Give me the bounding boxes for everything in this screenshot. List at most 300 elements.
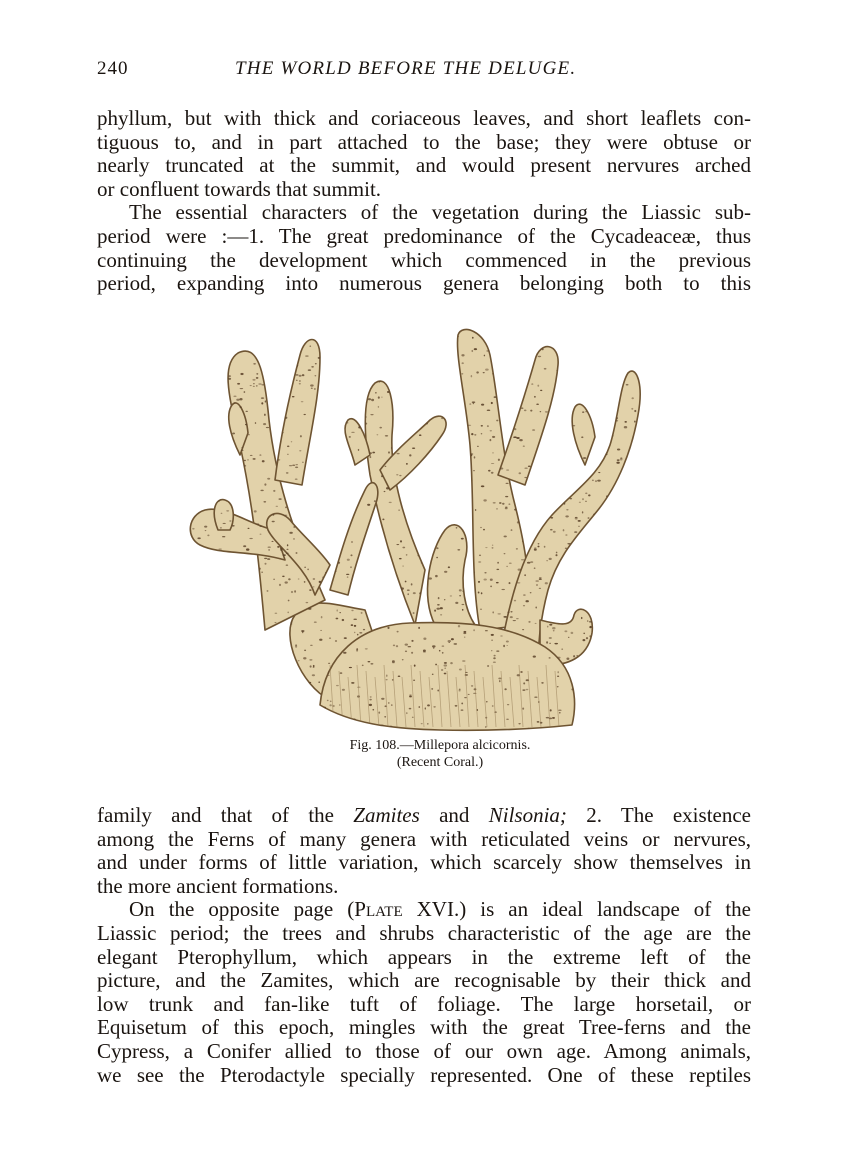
speckle [187, 599, 188, 601]
speckle [519, 439, 523, 441]
speckle [324, 348, 327, 349]
speckle [241, 621, 244, 623]
speckle [459, 514, 460, 516]
speckle [300, 435, 302, 437]
speckle [232, 609, 234, 611]
speckle [407, 593, 408, 595]
speckle [218, 549, 221, 550]
speckle [227, 330, 229, 332]
speckle [565, 398, 567, 400]
speckle [595, 610, 599, 612]
speckle [419, 434, 422, 436]
speckle [637, 685, 639, 687]
speckle [461, 373, 463, 375]
speckle [238, 695, 240, 696]
speckle [433, 647, 435, 649]
speckle [492, 547, 494, 548]
speckle [560, 415, 563, 416]
speckle [314, 469, 316, 470]
speckle [555, 554, 557, 556]
speckle [565, 356, 568, 357]
speckle [616, 725, 619, 726]
speckle [537, 385, 539, 387]
text-line: the more ancient formations. [97, 874, 339, 898]
speckle [478, 592, 480, 594]
speckle [275, 613, 278, 614]
speckle [441, 417, 443, 419]
speckle [342, 467, 344, 469]
speckle [318, 681, 320, 683]
speckle [221, 732, 224, 734]
speckle [303, 414, 305, 415]
speckle [197, 537, 200, 539]
speckle [392, 332, 395, 334]
speckle [247, 698, 249, 700]
speckle [417, 339, 419, 340]
speckle [400, 382, 402, 384]
speckle [639, 614, 642, 616]
speckle [549, 657, 551, 659]
speckle [508, 405, 511, 407]
speckle [433, 706, 436, 707]
speckle [567, 336, 569, 338]
speckle [392, 584, 395, 586]
speckle [448, 566, 450, 568]
speckle [296, 689, 299, 691]
speckle [382, 542, 384, 544]
speckle [424, 375, 427, 377]
speckle [450, 662, 453, 664]
speckle [605, 509, 608, 511]
speckle [291, 441, 293, 442]
speckle [470, 561, 472, 563]
speckle [237, 477, 240, 479]
speckle [341, 405, 343, 407]
speckle [496, 508, 498, 509]
speckle [357, 366, 360, 368]
speckle [256, 524, 259, 525]
speckle [227, 490, 229, 492]
speckle [196, 403, 199, 404]
speckle [566, 509, 568, 510]
speckle [443, 388, 445, 389]
speckle [293, 365, 295, 367]
speckle [397, 453, 400, 454]
speckle [486, 701, 488, 702]
speckle [516, 548, 518, 549]
speckle [299, 380, 301, 381]
speckle [579, 502, 581, 503]
speckle [358, 418, 361, 419]
speckle [534, 549, 537, 551]
text-line: phyllum, but with thick and coriaceous leaves, and short leaflets con- [97, 107, 751, 130]
speckle [629, 552, 631, 554]
speckle [335, 640, 337, 642]
speckle [537, 731, 539, 732]
speckle [302, 374, 305, 376]
speckle [336, 367, 339, 368]
speckle [455, 375, 458, 377]
speckle [205, 422, 209, 424]
speckle [566, 418, 569, 420]
speckle [588, 494, 591, 496]
speckle [277, 546, 280, 548]
speckle [525, 535, 529, 536]
speckle [389, 570, 392, 571]
speckle [180, 453, 182, 455]
speckle [636, 499, 640, 501]
speckle [418, 627, 420, 629]
speckle [261, 724, 264, 726]
speckle [496, 569, 499, 570]
speckle [286, 552, 289, 554]
speckle [471, 350, 473, 352]
speckle [370, 663, 373, 665]
speckle [426, 333, 429, 335]
speckle [508, 431, 511, 433]
speckle [588, 517, 590, 519]
speckle [316, 486, 318, 488]
speckle [484, 355, 485, 357]
caption-line: (Recent Coral.) [396, 755, 484, 770]
speckle [237, 383, 240, 385]
speckle [474, 607, 476, 609]
speckle [571, 392, 573, 394]
speckle [506, 719, 509, 720]
speckle [616, 655, 619, 656]
speckle [538, 543, 540, 544]
speckle [587, 462, 589, 464]
speckle [639, 700, 641, 702]
speckle [505, 496, 508, 497]
speckle [504, 535, 507, 537]
speckle [468, 425, 471, 426]
speckle [317, 473, 319, 475]
text-line: period, expanding into numerous genera belonging both to this [97, 272, 751, 296]
speckle [560, 447, 561, 449]
speckle [434, 464, 436, 466]
speckle [254, 588, 257, 590]
speckle [288, 500, 291, 501]
text-block-top [97, 107, 751, 296]
speckle [583, 392, 584, 394]
speckle [508, 504, 510, 505]
speckle [263, 674, 266, 675]
speckle [229, 602, 232, 604]
caption-line: Fig. 108.—Millepora alcicornis. [349, 738, 531, 753]
speckle [620, 459, 623, 461]
speckle [410, 345, 412, 347]
speckle [350, 407, 352, 409]
speckle [319, 727, 322, 729]
speckle [540, 390, 542, 391]
speckle [534, 396, 536, 398]
speckle [501, 363, 505, 365]
speckle [265, 563, 267, 565]
speckle [292, 485, 294, 487]
speckle [492, 436, 495, 438]
speckle [203, 566, 206, 567]
speckle [308, 458, 311, 459]
speckle [219, 382, 221, 384]
speckle [552, 728, 555, 730]
speckle [218, 496, 219, 498]
speckle [493, 502, 496, 504]
speckle [315, 513, 318, 514]
speckle [280, 548, 283, 550]
speckle [311, 388, 313, 389]
speckle [315, 375, 317, 376]
speckle [326, 363, 329, 365]
speckle [557, 657, 561, 659]
speckle [316, 725, 319, 726]
speckle [207, 535, 209, 537]
speckle [521, 559, 525, 560]
speckle [351, 610, 353, 611]
speckle [631, 326, 633, 328]
speckle [412, 447, 415, 448]
speckle [469, 508, 471, 509]
speckle [347, 576, 349, 577]
speckle [331, 326, 334, 328]
speckle [345, 461, 347, 463]
speckle [287, 612, 289, 614]
speckle [563, 529, 565, 531]
speckle [499, 502, 502, 504]
speckle [327, 429, 330, 430]
speckle [239, 398, 242, 400]
speckle [418, 543, 421, 545]
speckle [457, 412, 459, 414]
speckle [426, 479, 429, 481]
speckle [193, 435, 195, 437]
speckle [524, 410, 527, 412]
speckle [536, 403, 539, 405]
speckle [378, 711, 380, 713]
speckle [626, 550, 628, 552]
speckle [282, 576, 285, 577]
speckle [550, 616, 552, 618]
page-header [97, 58, 752, 88]
speckle [273, 639, 276, 641]
speckle [308, 369, 311, 371]
speckle [304, 731, 306, 732]
speckle [490, 579, 493, 581]
speckle [317, 713, 320, 714]
speckle [182, 563, 184, 564]
speckle [328, 577, 331, 579]
speckle [536, 503, 538, 505]
speckle [384, 491, 386, 492]
speckle [192, 373, 195, 374]
speckle [320, 725, 322, 726]
speckle [222, 625, 225, 627]
speckle [180, 629, 182, 631]
speckle [447, 336, 451, 338]
speckle [221, 419, 223, 420]
speckle [396, 474, 398, 475]
speckle [258, 383, 261, 384]
speckle [474, 434, 476, 435]
speckle [423, 638, 426, 640]
speckle [421, 723, 423, 724]
speckle [236, 331, 239, 332]
speckle [293, 526, 295, 528]
speckle [240, 560, 242, 562]
speckle [273, 490, 275, 492]
speckle [328, 671, 330, 673]
speckle [548, 509, 550, 511]
speckle [608, 706, 611, 708]
speckle [587, 528, 589, 530]
speckle [180, 351, 183, 352]
speckle [284, 515, 287, 516]
speckle [340, 418, 342, 420]
speckle [430, 374, 433, 376]
speckle [545, 411, 548, 412]
speckle [530, 513, 532, 515]
speckle [498, 677, 501, 679]
speckle [331, 474, 334, 475]
speckle [505, 507, 508, 508]
speckle [407, 336, 410, 338]
speckle [210, 729, 211, 730]
speckle [429, 733, 432, 734]
speckle [492, 357, 495, 358]
speckle [338, 380, 341, 381]
speckle [303, 657, 306, 659]
speckle [566, 427, 568, 428]
speckle [632, 397, 634, 399]
speckle [405, 581, 407, 583]
speckle [550, 709, 552, 711]
speckle [254, 579, 257, 581]
speckle [240, 373, 243, 375]
speckle [583, 559, 586, 560]
speckle [639, 359, 641, 361]
text-line: On the opposite page (Plate XVI.) is an ideal landscape of the [129, 898, 751, 922]
speckle [227, 595, 229, 596]
speckle [604, 393, 606, 395]
speckle [266, 685, 268, 686]
speckle [504, 553, 506, 554]
speckle [471, 433, 473, 435]
speckle [245, 424, 248, 425]
speckle [535, 607, 537, 609]
speckle [582, 401, 585, 403]
speckle [562, 454, 564, 456]
speckle [205, 360, 207, 362]
speckle [221, 513, 223, 514]
speckle [289, 532, 292, 534]
speckle [367, 661, 370, 662]
speckle [571, 632, 574, 634]
speckle [254, 510, 257, 512]
speckle [634, 325, 637, 326]
speckle [264, 558, 267, 559]
speckle [413, 350, 415, 351]
speckle [229, 670, 232, 672]
speckle [194, 484, 196, 486]
speckle [633, 520, 636, 521]
speckle [461, 604, 464, 605]
speckle [554, 587, 557, 589]
speckle [320, 630, 322, 631]
speckle [575, 518, 578, 519]
speckle [632, 537, 636, 539]
speckle [344, 473, 346, 475]
speckle [250, 455, 253, 456]
speckle [224, 584, 226, 585]
speckle [368, 398, 371, 400]
speckle [180, 594, 183, 596]
speckle [264, 483, 266, 485]
speckle [230, 437, 232, 439]
speckle [248, 528, 250, 529]
speckle [316, 325, 318, 326]
speckle [537, 721, 540, 723]
speckle [460, 733, 463, 734]
speckle [214, 494, 218, 495]
speckle [370, 586, 373, 588]
speckle [227, 573, 230, 575]
speckle [393, 644, 395, 646]
speckle [473, 629, 475, 631]
speckle [286, 564, 289, 566]
speckle [565, 547, 567, 549]
speckle [532, 429, 535, 431]
speckle [375, 392, 377, 394]
speckle [272, 521, 275, 522]
speckle [271, 644, 273, 646]
speckle [442, 646, 445, 647]
speckle [366, 379, 368, 380]
speckle [388, 343, 391, 345]
speckle [616, 583, 618, 584]
speckle [360, 467, 362, 469]
speckle [476, 371, 479, 373]
speckle [488, 470, 491, 472]
speckle [441, 519, 443, 520]
speckle [439, 388, 441, 389]
speckle [318, 695, 320, 697]
speckle [340, 331, 343, 332]
speckle [486, 350, 489, 351]
speckle [413, 680, 415, 681]
speckle [236, 577, 238, 578]
speckle [535, 623, 537, 624]
speckle [630, 678, 633, 680]
speckle [193, 416, 196, 417]
speckle [207, 628, 209, 630]
speckle [578, 526, 580, 527]
speckle [572, 665, 576, 667]
speckle [282, 733, 284, 735]
speckle [396, 645, 398, 647]
speckle [595, 480, 597, 482]
speckle [512, 395, 516, 397]
speckle [469, 403, 471, 404]
speckle [549, 624, 552, 626]
speckle [304, 567, 305, 568]
speckle [574, 531, 577, 533]
speckle [339, 612, 341, 613]
speckle [461, 526, 464, 528]
speckle [232, 525, 235, 527]
speckle [215, 733, 217, 735]
speckle [381, 551, 384, 552]
speckle [436, 557, 438, 559]
